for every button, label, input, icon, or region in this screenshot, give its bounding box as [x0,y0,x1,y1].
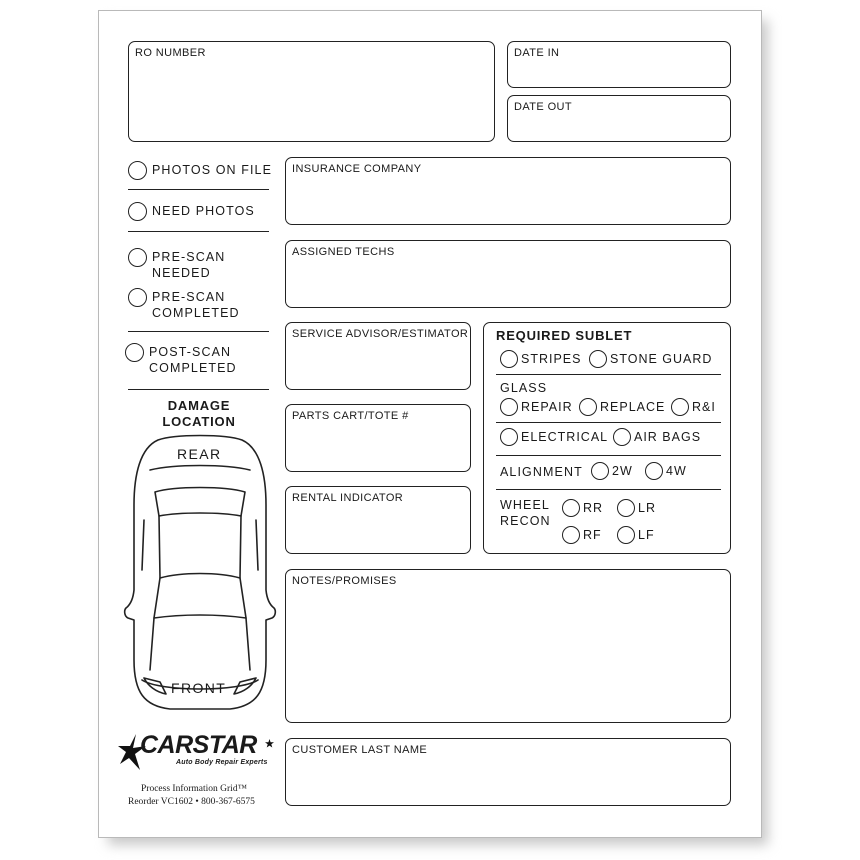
wheel-recon-heading-line2: RECON [500,514,551,528]
pre-scan-needed-label-line1: PRE-SCAN [152,250,226,264]
lr-checkbox[interactable] [617,499,635,517]
status-divider [128,331,269,332]
air-bags-label: AIR BAGS [634,430,702,444]
sublet-divider [496,455,721,456]
insurance-company-field[interactable] [285,157,731,225]
status-divider [128,389,269,390]
two-w-checkbox[interactable] [591,462,609,480]
stripes-checkbox[interactable] [500,350,518,368]
right-pillar [240,516,241,578]
damage-location-title [138,398,260,430]
rf-label: RF [583,528,602,542]
right-side-line [256,520,258,570]
repair-checkbox[interactable] [500,398,518,416]
r-and-i-label: R&I [692,400,716,414]
required-sublet-title: REQUIRED SUBLET [496,328,633,343]
service-advisor-field[interactable] [285,322,471,390]
car-body-outline [125,436,276,710]
wheel-recon-heading-line1: WHEEL [500,498,550,512]
two-w-label: 2W [612,464,633,478]
pre-scan-needed-label-line2: NEEDED [152,266,211,280]
headlight-left [144,678,166,694]
notes-promises-field[interactable] [285,569,731,723]
reorder-info: Reorder VC1602 • 800-367-6575 [128,797,255,807]
photos-on-file-label: PHOTOS ON FILE [152,163,273,177]
alignment-heading: ALIGNMENT [500,465,583,479]
repair-label: REPAIR [521,400,573,414]
post-scan-completed-label-line2: COMPLETED [149,361,237,375]
pre-scan-needed-checkbox[interactable] [128,248,147,267]
stripes-label: STRIPES [521,352,582,366]
glass-heading: GLASS [500,381,548,395]
four-w-label: 4W [666,464,687,478]
post-scan-completed-label-line1: POST-SCAN [149,345,232,359]
date-out-label: DATE OUT [514,101,572,113]
insurance-company-label: INSURANCE COMPANY [292,163,422,175]
sublet-divider [496,489,721,490]
need-photos-label: NEED PHOTOS [152,204,255,218]
car-diagram[interactable] [120,430,280,720]
post-scan-completed-checkbox[interactable] [125,343,144,362]
windshield [154,574,246,619]
hood-line-left [150,618,154,670]
lf-label: LF [638,528,655,542]
replace-label: REPLACE [600,400,666,414]
lf-checkbox[interactable] [617,526,635,544]
r-and-i-checkbox[interactable] [671,398,689,416]
parts-cart-label: PARTS CART/TOTE # [292,410,409,422]
notes-promises-label: NOTES/PROMISES [292,575,397,587]
car-front-label: FRONT [171,680,227,696]
logo-star-small-icon [265,739,274,748]
assigned-techs-field[interactable] [285,240,731,308]
ro-number-label: RO NUMBER [135,47,206,59]
left-side-line [142,520,144,570]
car-rear-label: REAR [177,446,222,462]
rental-indicator-field[interactable] [285,486,471,554]
rear-deck-line [150,466,250,471]
date-in-field[interactable] [507,41,731,88]
damage-location-title-line1: DAMAGE [167,398,231,413]
parts-cart-field[interactable] [285,404,471,472]
air-bags-checkbox[interactable] [613,428,631,446]
stone-guard-checkbox[interactable] [589,350,607,368]
status-divider [128,189,269,190]
replace-checkbox[interactable] [579,398,597,416]
product-name: Process Information Grid™ [141,784,247,794]
customer-last-name-label: CUSTOMER LAST NAME [292,744,428,756]
date-in-label: DATE IN [514,47,560,59]
sublet-divider [496,422,721,423]
carstar-logo-text: CARSTAR [140,731,257,759]
photos-on-file-checkbox[interactable] [128,161,147,180]
sublet-divider [496,374,721,375]
lr-label: LR [638,501,656,515]
stone-guard-label: STONE GUARD [610,352,713,366]
pre-scan-completed-label-line1: PRE-SCAN [152,290,226,304]
rear-window [155,488,245,517]
rf-checkbox[interactable] [562,526,580,544]
electrical-checkbox[interactable] [500,428,518,446]
electrical-label: ELECTRICAL [521,430,609,444]
hood-line-right [246,618,250,670]
rr-checkbox[interactable] [562,499,580,517]
status-divider [128,231,269,232]
ro-number-field[interactable] [128,41,495,142]
left-pillar [159,516,160,578]
pre-scan-completed-label-line2: COMPLETED [152,306,240,320]
damage-location-title-line2: LOCATION [162,414,236,429]
rr-label: RR [583,501,604,515]
date-out-field[interactable] [507,95,731,142]
pre-scan-completed-checkbox[interactable] [128,288,147,307]
carstar-tagline: Auto Body Repair Experts [176,759,268,766]
assigned-techs-label: ASSIGNED TECHS [292,246,395,258]
service-advisor-label: SERVICE ADVISOR/ESTIMATOR [292,328,469,340]
customer-last-name-field[interactable] [285,738,731,806]
headlight-right [234,678,256,694]
need-photos-checkbox[interactable] [128,202,147,221]
four-w-checkbox[interactable] [645,462,663,480]
rental-indicator-label: RENTAL INDICATOR [292,492,404,504]
